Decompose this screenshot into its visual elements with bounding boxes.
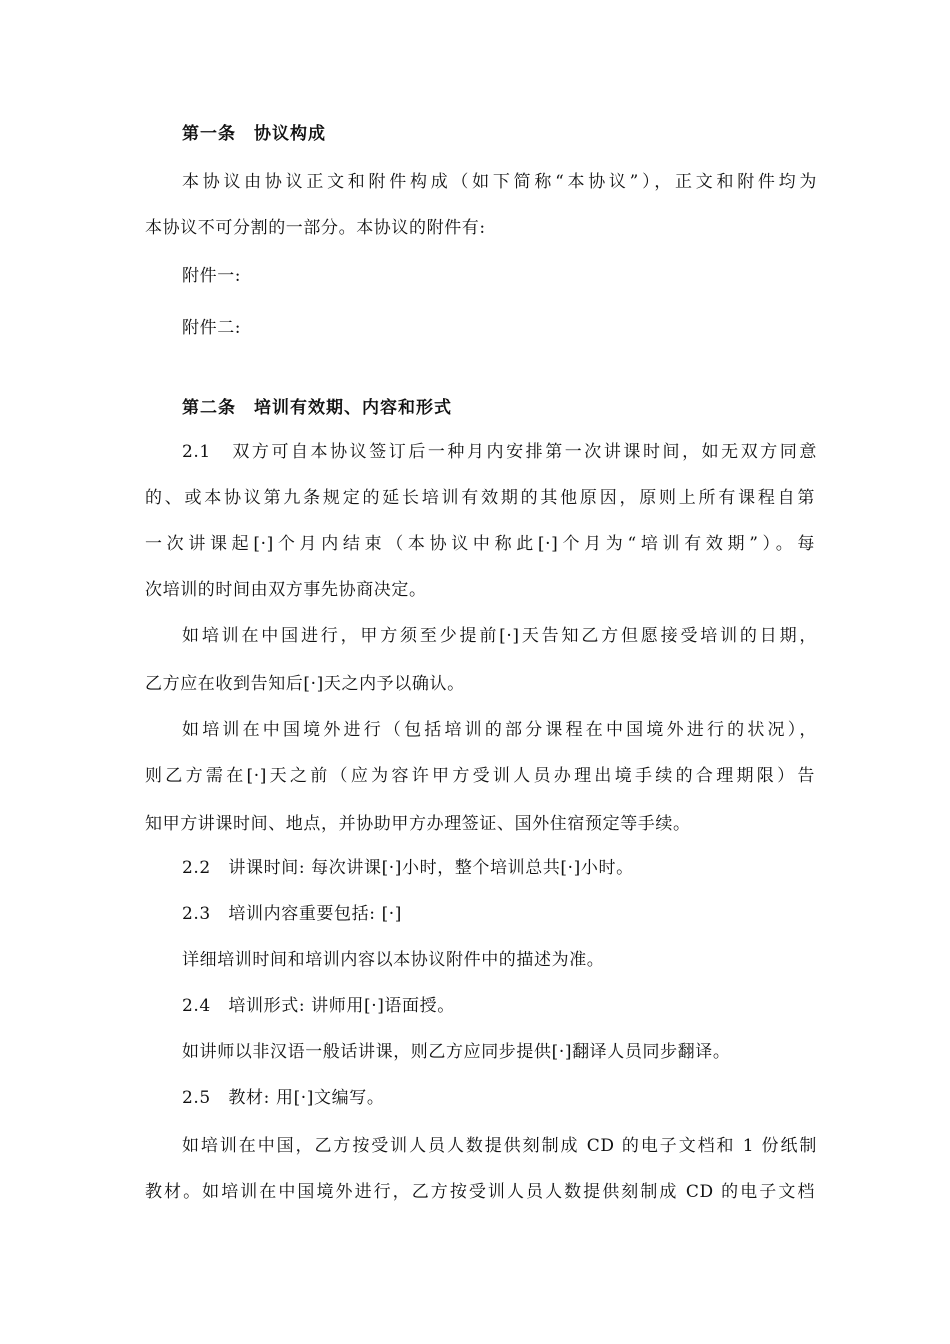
china-training-line: 乙方应在收到告知后[·]天之内予以确认。	[145, 674, 465, 694]
abroad-training-line: 如培训在中国境外进行（包括培训的部分课程在中国境外进行的状况），	[182, 720, 817, 740]
abroad-training-line: 则乙方需在[·]天之前（应为容许甲方受训人员办理出境手续的合理期限）告	[145, 766, 815, 786]
article1-paragraph-line: 本协议不可分割的一部分。本协议的附件有:	[145, 218, 486, 238]
section-2-2: 2.2 讲课时间: 每次讲课[·]小时，整个培训总共[·]小时。	[182, 858, 634, 878]
section-2-1-line: 2.1 双方可自本协议签订后一种月内安排第一次讲课时间，如无双方同意	[182, 442, 817, 462]
attachment-one: 附件一:	[182, 266, 242, 286]
article2-heading: 第二条 培训有效期、内容和形式	[182, 398, 452, 418]
attachment-two: 附件二:	[182, 318, 242, 338]
material-line: 如培训在中国，乙方按受训人员人数提供刻制成 CD 的电子文档和 1 份纸制	[182, 1136, 817, 1156]
section-2-1-line: 一次讲课起[·]个月内结束（本协议中称此[·]个月为“培训有效期”）。每	[145, 534, 815, 554]
section-2-1-line: 的、或本协议第九条规定的延长培训有效期的其他原因，原则上所有课程自第	[145, 488, 815, 508]
lecturer-note: 如讲师以非汉语一般话讲课，则乙方应同步提供[·]翻译人员同步翻译。	[182, 1042, 731, 1062]
section-2-4: 2.4 培训形式: 讲师用[·]语面授。	[182, 996, 455, 1016]
detail-note: 详细培训时间和培训内容以本协议附件中的描述为准。	[182, 950, 605, 970]
section-2-3: 2.3 培训内容重要包括: [·]	[182, 904, 403, 924]
china-training-line: 如培训在中国进行，甲方须至少提前[·]天告知乙方但愿接受培训的日期，	[182, 626, 817, 646]
article1-heading: 第一条 协议构成	[182, 124, 326, 144]
section-2-5: 2.5 教材: 用[·]文编写。	[182, 1088, 385, 1108]
article1-paragraph-line: 本协议由协议正文和附件构成（如下简称“本协议”），正文和附件均为	[182, 172, 817, 192]
material-line: 教材。如培训在中国境外进行，乙方按受训人员人数提供刻制成 CD 的电子文档	[145, 1182, 815, 1202]
section-2-1-line: 次培训的时间由双方事先协商决定。	[145, 580, 427, 600]
abroad-training-line: 知甲方讲课时间、地点，并协助甲方办理签证、国外住宿预定等手续。	[145, 814, 691, 834]
